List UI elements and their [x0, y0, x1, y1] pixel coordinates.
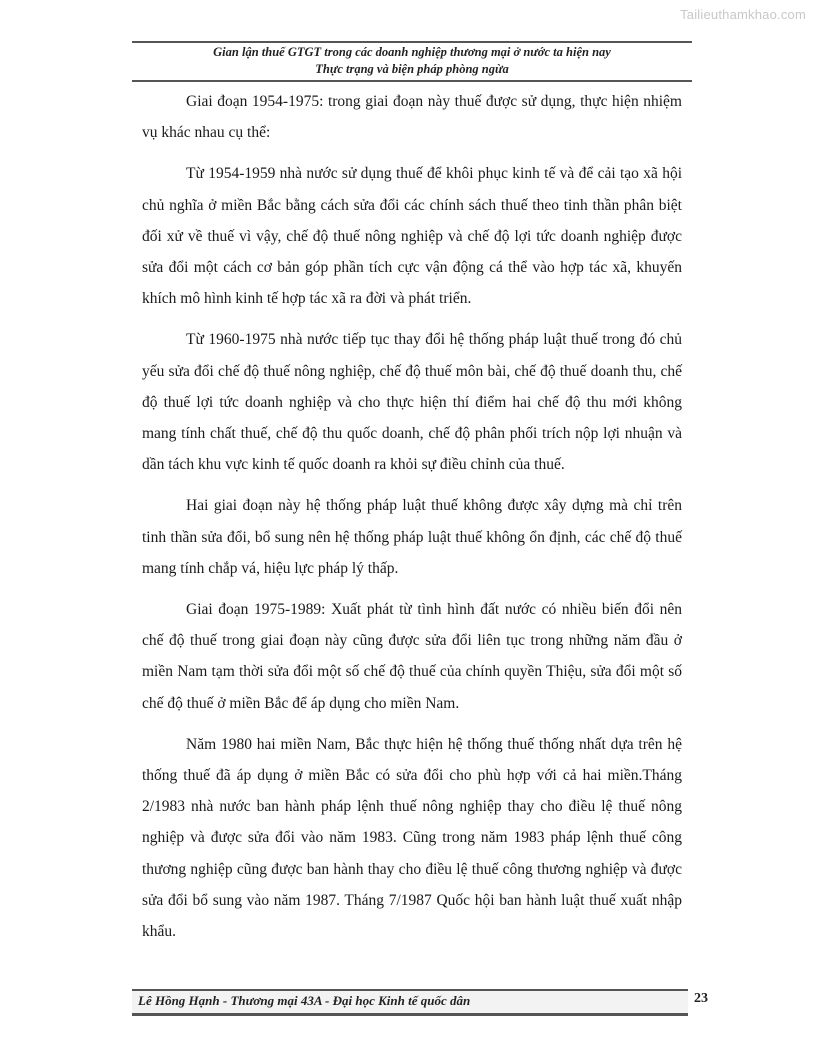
paragraph: Năm 1980 hai miền Nam, Bắc thực hiện hệ thống thuế thống nhất dựa trên hệ thống thuế đã áp dụng ở miền Bắc có sửa đổi cho phù hợp với cả hai miền.Tháng 2/1983 nhà nước ban hành pháp lệnh thuế nông nghiệp thay cho điều lệ thuế nông nghiệp và được sửa đổi vào năm 1983. Cũng trong năm 1983 pháp lệnh thuế công thương nghiệp cũng được ban hành thay cho điều lệ thuế công thương nghiệp và được sửa đổi bổ sung vào năm 1987. Tháng 7/1987 Quốc hội ban hành luật thuế xuất nhập khẩu.: [142, 735, 682, 941]
paragraph: Từ 1960-1975 nhà nước tiếp tục thay đổi hệ thống pháp luật thuế trong đó chủ yếu sửa đổi chế độ thuế nông nghiệp, chế độ thuế môn bài, chế độ thuế doanh thu, chế độ thuế lợi tức doanh nghiệp và cho thực hiện thí điểm hai chế độ thu mới không mang tính chất thuế, chế độ thu quốc doanh, chế độ phân phối trích nộp lợi nhuận và dần tách khu vực kinh tế quốc doanh ra khỏi sự điều chỉnh của thuế.: [142, 331, 682, 474]
page-header: [132, 44, 692, 78]
header-title: Gian lận thuế GTGT trong các doanh nghiệp thương mại ở nước ta hiện nay: [213, 45, 611, 59]
watermark: Tailieuthamkhao.com: [680, 7, 806, 22]
paragraph: Từ 1954-1959 nhà nước sử dụng thuế để khôi phục kinh tế và để cải tạo xã hội chủ nghĩa ở miền Bắc bằng cách sửa đổi các chính sách thuế theo tinh thần phân biệt đối xử về thuế vì vậy, chế độ thuế nông nghiệp và chế độ lợi tức doanh nghiệp được sửa đổi một cách cơ bản góp phần tích cực vận động cá thể vào hợp tác xã, khuyến khích mô hình kinh tế hợp tác xã ra đời và phát triển.: [142, 165, 682, 308]
document-body: [142, 86, 682, 957]
header-top-rule: [132, 41, 692, 43]
paragraph: Giai đoạn 1975-1989: Xuất phát từ tình hình đất nước có nhiều biến đổi nên chế độ thuế trong giai đoạn này cũng được sửa đổi liên tục trong những năm đầu ở miền Nam tạm thời sửa đổi một số chế độ thuế của chính quyền Thiệu, sửa đổi một số chế độ thuế ở miền Bắc để áp dụng cho miền Nam.: [142, 601, 682, 712]
page-number: 23: [694, 991, 708, 1006]
footer-author: Lê Hồng Hạnh - Thương mại 43A - Đại học Kinh tế quốc dân: [138, 993, 471, 1008]
header-subtitle: Thực trạng và biện pháp phòng ngừa: [315, 62, 509, 76]
paragraph: Hai giai đoạn này hệ thống pháp luật thuế không được xây dựng mà chỉ trên tinh thần sửa đổi, bổ sung nên hệ thống pháp luật thuế không ổn định, các chế độ thuế mang tính chắp vá, hiệu lực pháp lý thấp.: [142, 497, 682, 577]
header-bottom-rule: [132, 80, 692, 82]
paragraph: Giai đoạn 1954-1975: trong giai đoạn này thuế được sử dụng, thực hiện nhiệm vụ khác nhau cụ thể:: [142, 93, 682, 142]
